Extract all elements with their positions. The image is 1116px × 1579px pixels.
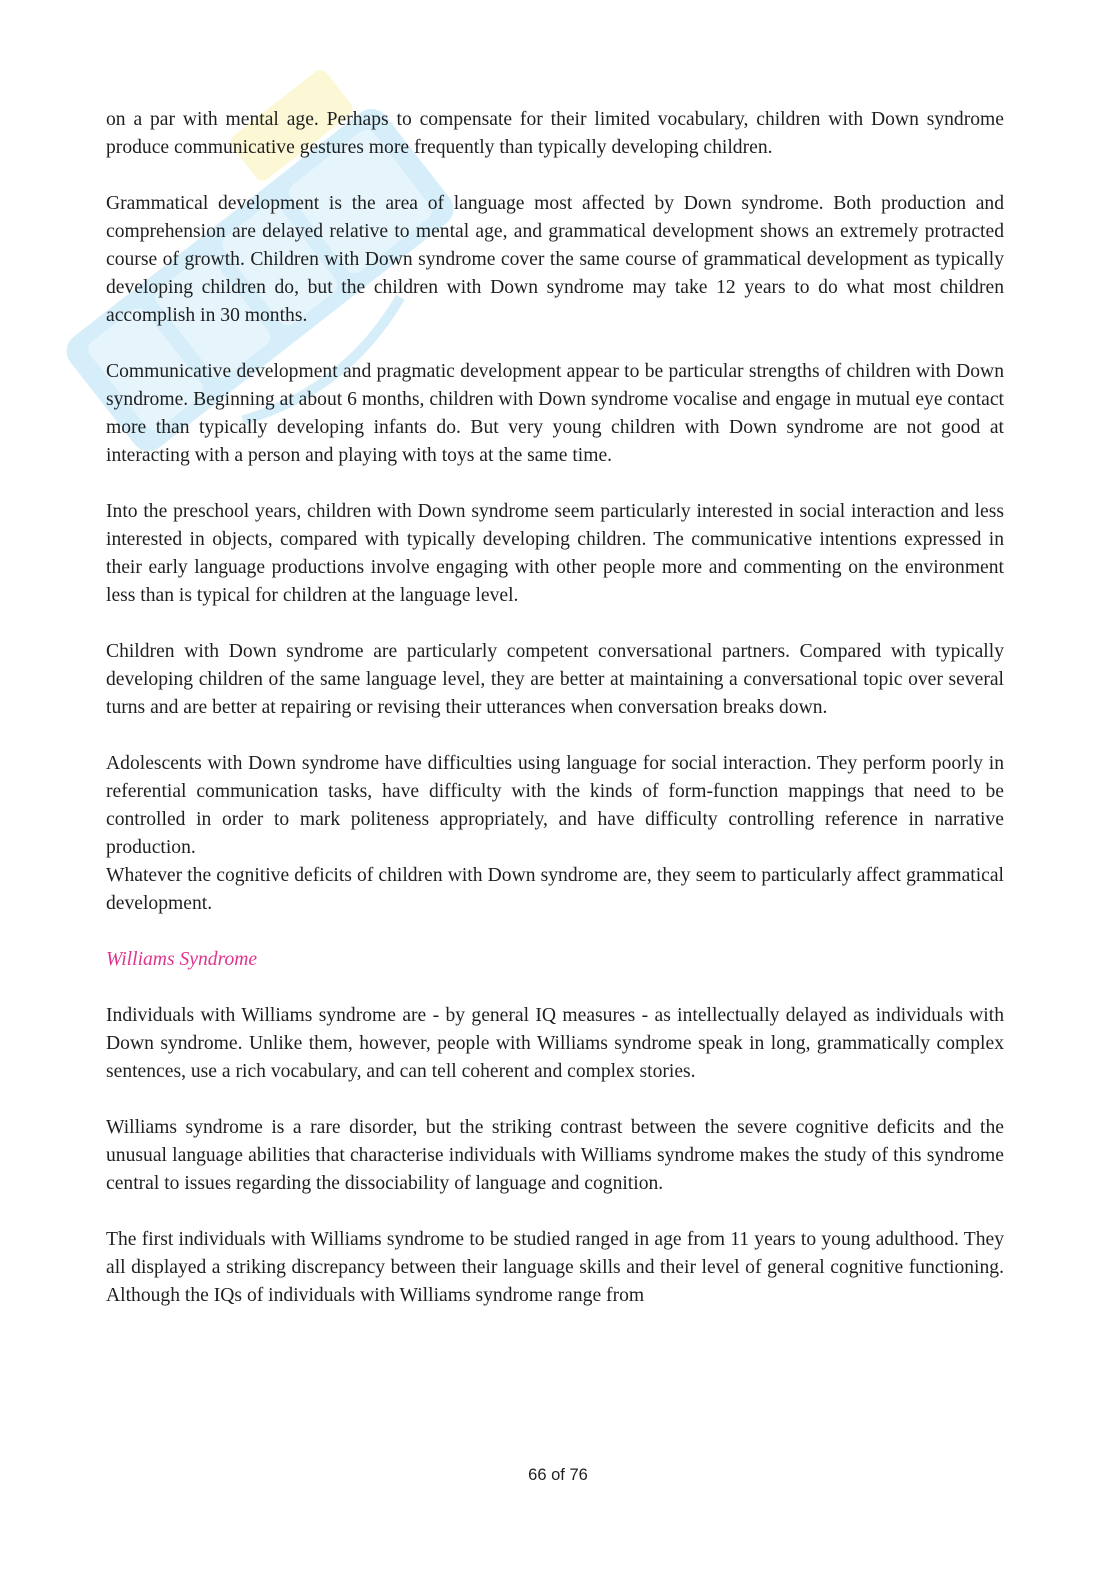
paragraph: Children with Down syndrome are particularly competent conversational partners. Compared with typically developing children of the same language level, they are better at maintaining a conversational topic over several turns and are better at repairing or revising their utterances when conversation breaks down. [106,641,1004,718]
main-text [106,106,1004,1338]
section-heading: Williams Syndrome [106,949,258,970]
paragraph: Individuals with Williams syndrome are - by general IQ measures - as intellectually delayed as individuals with Down syndrome. Unlike them, however, people with Williams syndrome speak in long, grammatically complex sentences, use a rich vocabulary, and can tell coherent and complex stories. [106,1005,1004,1082]
paragraph: The first individuals with Williams syndrome to be studied ranged in age from 11 years to young adulthood. They all displayed a striking discrepancy between their language skills and their level of general cognitive functioning. Although the IQs of individuals with Williams syndrome range from [106,1229,1004,1306]
paragraph: Whatever the cognitive deficits of children with Down syndrome are, they seem to particularly affect grammatical development. [106,865,1004,914]
paragraph: Adolescents with Down syndrome have difficulties using language for social interaction. They perform poorly in referential communication tasks, have difficulty with the kinds of form-function mappings that need to be controlled in order to mark politeness appropriately, and have difficulty controlling reference in narrative production. [106,753,1004,858]
paragraph: on a par with mental age. Perhaps to compensate for their limited vocabulary, children with Down syndrome produce communicative gestures more frequently than typically developing children. [106,109,1004,158]
paragraph: Communicative development and pragmatic development appear to be particular strengths of children with Down syndrome. Beginning at about 6 months, children with Down syndrome vocalise and engage in mutual eye contact more than typically developing infants do. But very young children with Down syndrome are not good at interacting with a person and playing with toys at the same time. [106,361,1004,466]
paragraph: Into the preschool years, children with Down syndrome seem particularly interested in social interaction and less interested in objects, compared with typically developing children. The communicative intentions expressed in their early language productions involve engaging with other people more and commenting on the environment less than is typical for children at the language level. [106,501,1004,606]
paragraph: Grammatical development is the area of language most affected by Down syndrome. Both production and comprehension are delayed relative to mental age, and grammatical development shows an extremely protracted course of growth. Children with Down syndrome cover the same course of grammatical development as typically developing children do, but the children with Down syndrome may take 12 years to do what most children accomplish in 30 months. [106,193,1004,326]
page-number: 66 of 76 [528,1466,588,1484]
paragraph: Williams syndrome is a rare disorder, but the striking contrast between the severe cognitive deficits and the unusual language abilities that characterise individuals with Williams syndrome makes the study of this syndrome central to issues regarding the dissociability of language and cognition. [106,1117,1004,1194]
